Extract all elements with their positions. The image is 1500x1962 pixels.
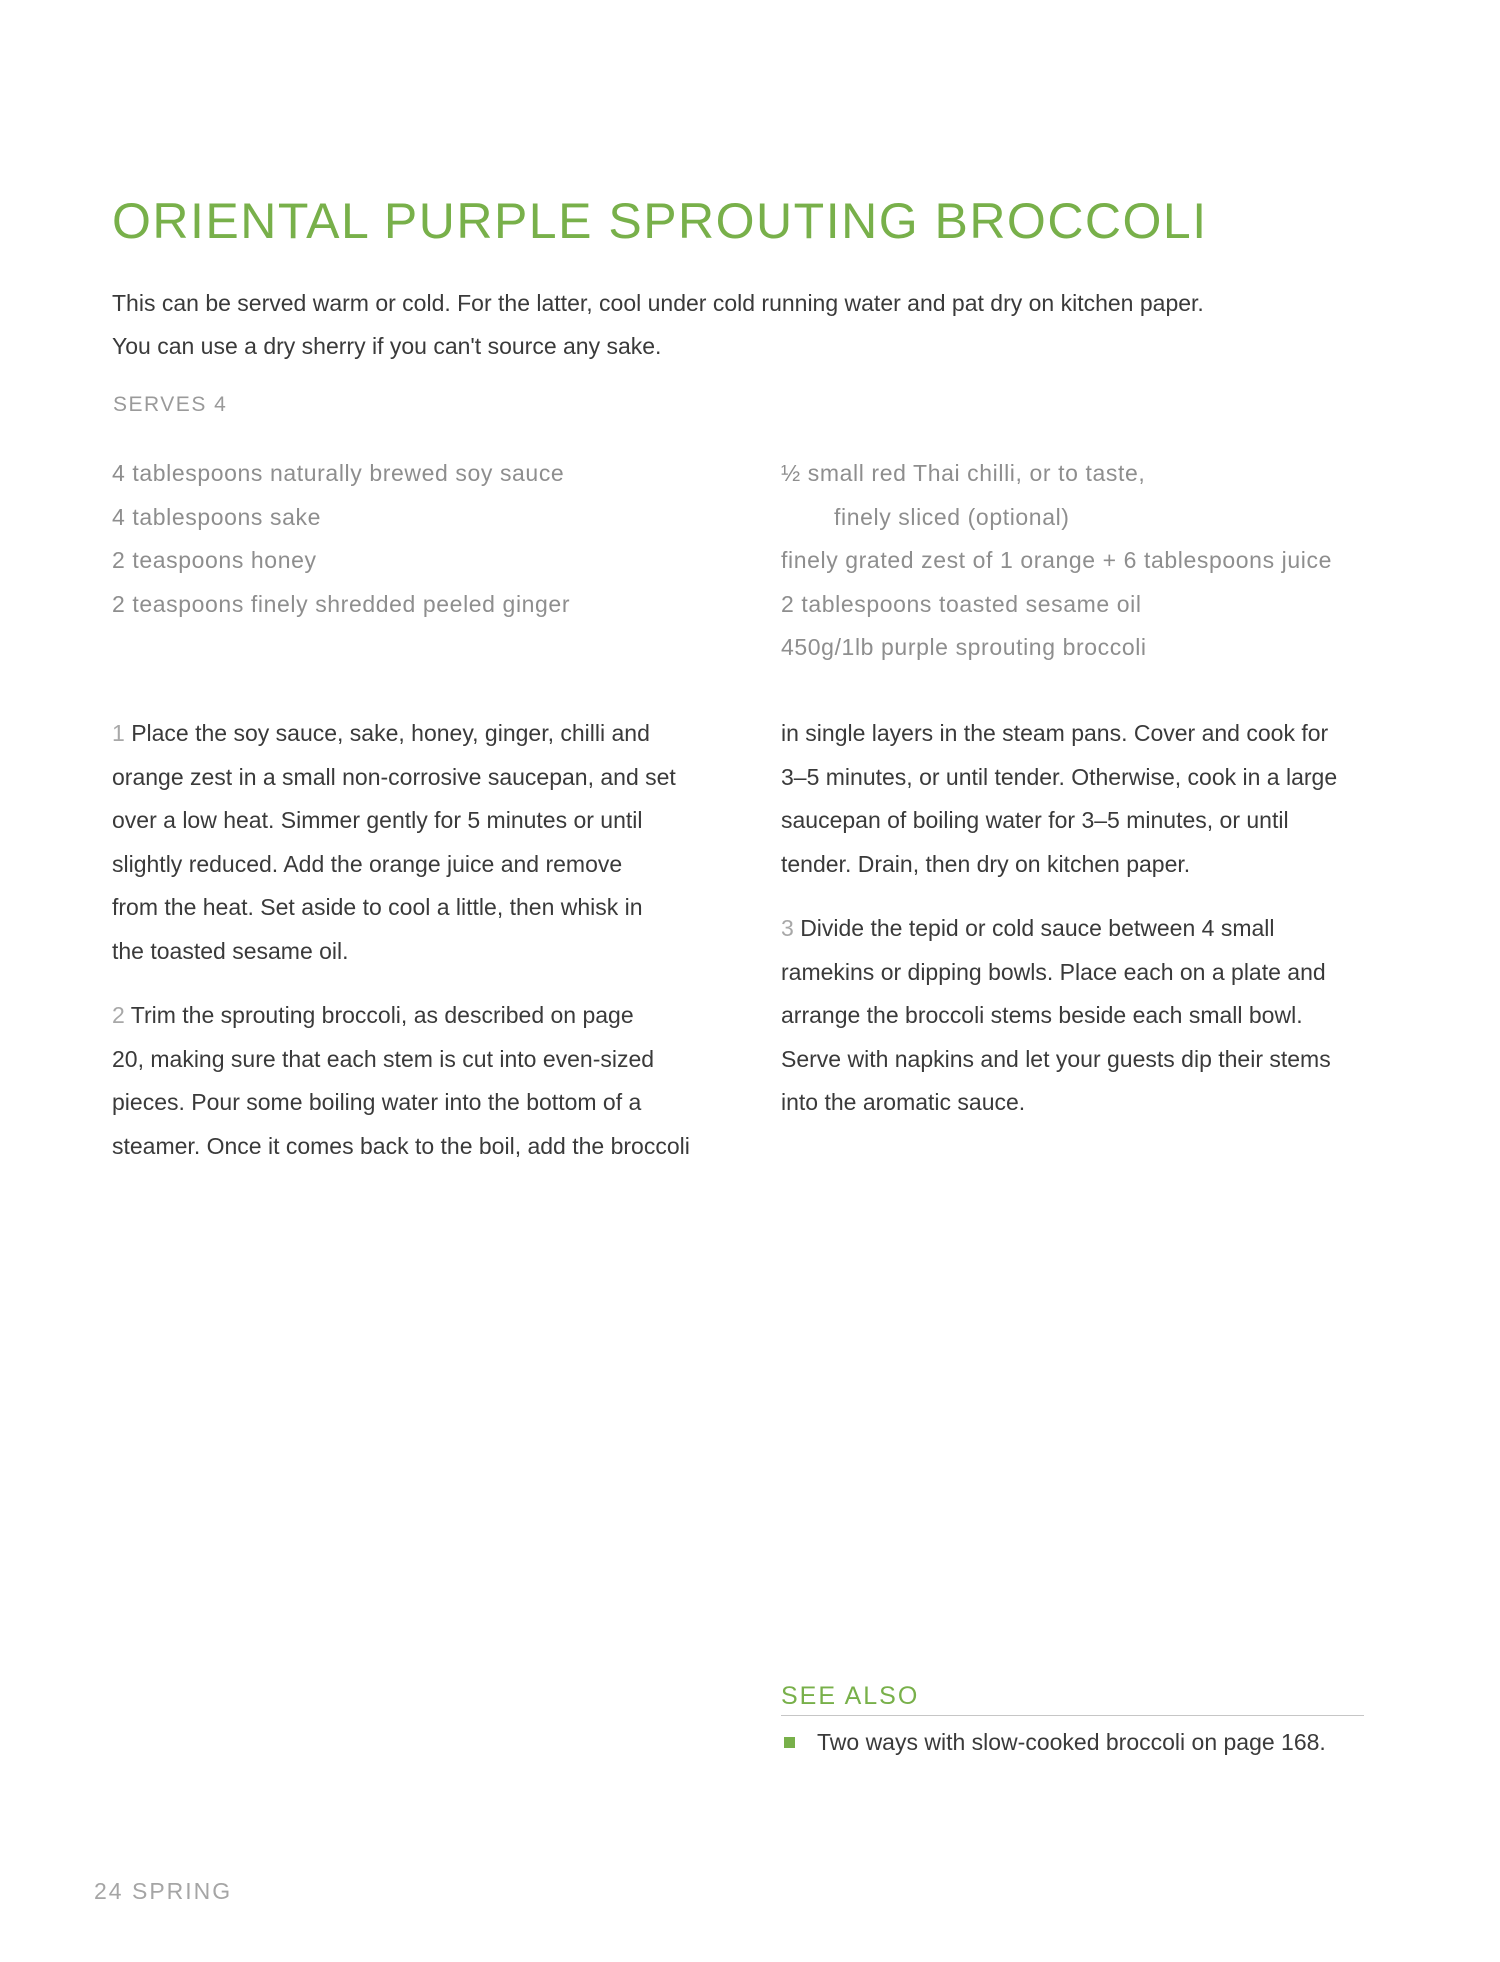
method-step-3 <box>781 907 1421 1125</box>
ingredient-item: finely grated zest of 1 orange + 6 tablespoons juice <box>781 547 1332 573</box>
see-also-heading: SEE ALSO <box>781 1682 1364 1716</box>
ingredient-item: ½ small red Thai chilli, or to taste, <box>781 460 1146 486</box>
serves-label: SERVES 4 <box>113 393 228 416</box>
step-text: Place the soy sauce, sake, honey, ginger, chilli and <box>131 720 650 746</box>
step-line: arrange the broccoli stems beside each small bowl. <box>781 1002 1303 1028</box>
ingredient-item: 2 teaspoons finely shredded peeled ginger <box>112 590 571 617</box>
intro-line: This can be served warm or cold. For the latter, cool under cold running water and pat dry on kitchen paper. <box>112 290 1204 316</box>
ingredient-item: 4 tablespoons naturally brewed soy sauce <box>112 460 565 486</box>
step-line <box>112 712 752 756</box>
recipe-intro <box>112 282 1352 368</box>
step-line: over a low heat. Simmer gently for 5 minutes or until <box>112 807 643 833</box>
see-also-link-text: Two ways with slow-cooked broccoli on page 168. <box>817 1729 1326 1755</box>
step-line: 20, making sure that each stem is cut into even-sized <box>112 1045 655 1072</box>
ingredients-list-right <box>781 452 1332 670</box>
step-line: orange zest in a small non-corrosive saucepan, and set <box>112 763 676 790</box>
step-number: 1 <box>112 720 125 746</box>
recipe-title: ORIENTAL PURPLE SPROUTING BROCCOLI <box>112 193 1208 249</box>
page-footer: 24 SPRING <box>94 1878 233 1904</box>
ingredient-item: 2 tablespoons toasted sesame oil <box>781 590 1142 617</box>
step-line: Serve with napkins and let your guests dip their stems <box>781 1045 1331 1072</box>
see-also-box <box>781 1682 1364 1760</box>
step-line <box>781 907 1421 951</box>
step-line <box>112 994 752 1038</box>
method-column-left <box>112 712 752 1189</box>
square-bullet-icon <box>784 1737 795 1748</box>
step-line: 3–5 minutes, or until tender. Otherwise, cook in a large <box>781 763 1338 790</box>
step-text: Trim the sprouting broccoli, as described on page <box>130 1002 634 1028</box>
method-column-right <box>781 712 1421 1146</box>
ingredient-item: 450g/1lb purple sprouting broccoli <box>781 634 1147 660</box>
step-line: tender. Drain, then dry on kitchen paper. <box>781 850 1191 877</box>
ingredient-item-continued: finely sliced (optional) <box>834 503 1070 530</box>
step-line: steamer. Once it comes back to the boil, add the broccoli <box>112 1132 690 1159</box>
step-line: pieces. Pour some boiling water into the bottom of a <box>112 1089 642 1115</box>
step-line: saucepan of boiling water for 3–5 minutes, or until <box>781 807 1289 833</box>
ingredient-item: 2 teaspoons honey <box>112 547 317 573</box>
step-line: in single layers in the steam pans. Cover and cook for <box>781 720 1329 746</box>
step-number: 2 <box>112 1002 125 1028</box>
method-step-2 <box>112 994 752 1168</box>
step-line: slightly reduced. Add the orange juice and remove <box>112 850 623 877</box>
step-line: ramekins or dipping bowls. Place each on a plate and <box>781 958 1326 985</box>
step-line: from the heat. Set aside to cool a little, then whisk in <box>112 894 643 920</box>
see-also-item <box>781 1724 1364 1760</box>
intro-line: You can use a dry sherry if you can't source any sake. <box>112 333 662 359</box>
method-step-2-continued <box>781 712 1421 886</box>
method-step-1 <box>112 712 752 973</box>
step-line: the toasted sesame oil. <box>112 937 349 964</box>
ingredients-list-left <box>112 452 570 626</box>
step-number: 3 <box>781 915 794 941</box>
ingredient-item: 4 tablespoons sake <box>112 503 321 530</box>
step-text: Divide the tepid or cold sauce between 4 small <box>800 915 1275 941</box>
step-line: into the aromatic sauce. <box>781 1089 1026 1115</box>
